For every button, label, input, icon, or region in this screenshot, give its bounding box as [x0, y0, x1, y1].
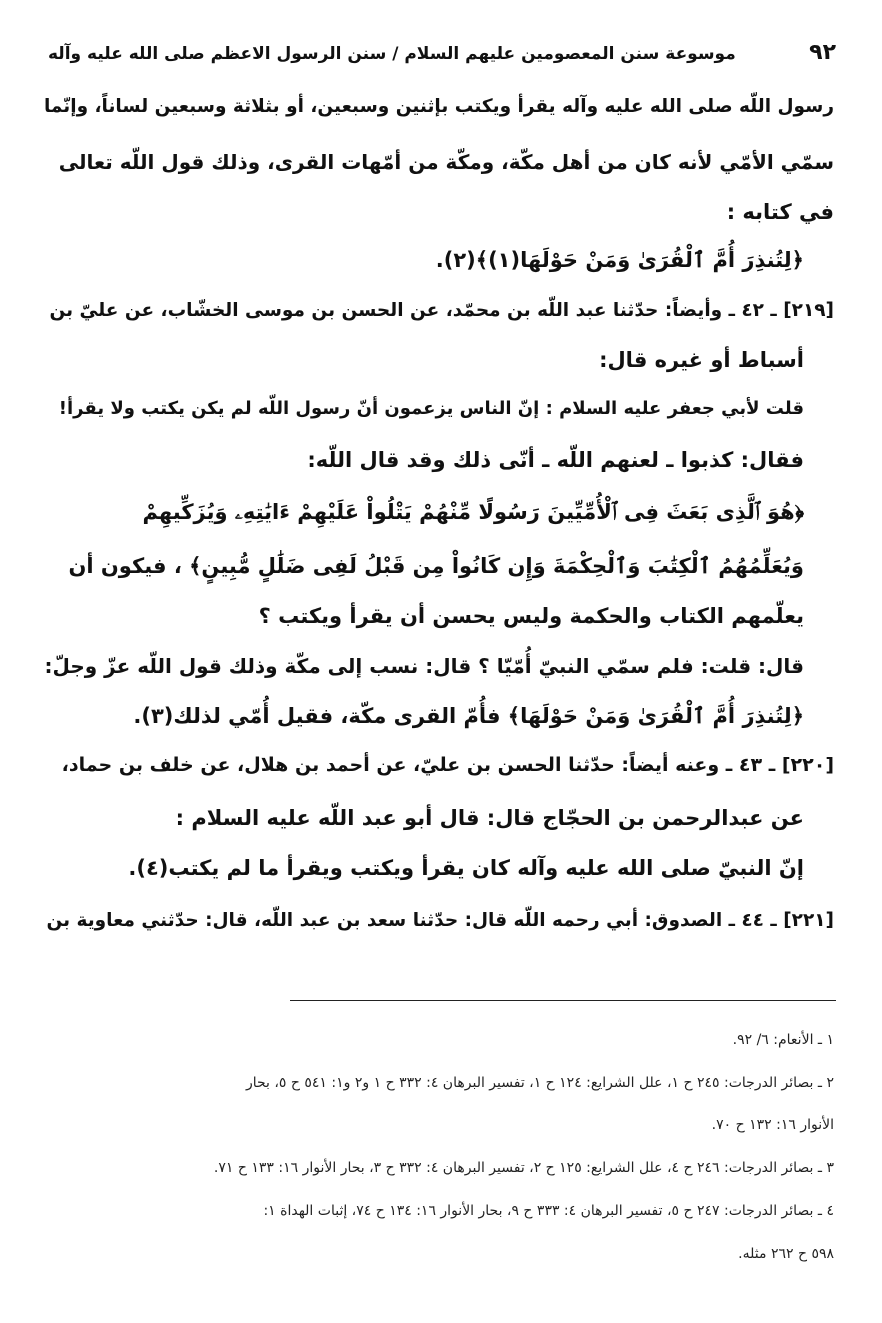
footnote-continuation: الأنوار ١٦: ١٣٢ ح ٧٠. [711, 1117, 834, 1133]
text-line: قلت لأبي جعفر عليه السلام : إنّ الناس يزعمون أنّ رسول اللّه لم يكن يكتب ولا يقرأ! [58, 398, 804, 419]
quran-verse: ﴿لِتُنذِرَ أُمَّ ٱلْقُرَىٰ وَمَنْ حَوْلَهَا(١)﴾(٢). [435, 248, 804, 272]
footnote: ٤ ـ بصائر الدرجات: ٢٤٧ ح ٥، تفسير البرهان ٤: ٣٣٣ ح ٩، بحار الأنوار ١٦: ١٣٤ ح ٧٤، إثبات الهداة ١: [263, 1203, 834, 1219]
running-title: موسوعة سنن المعصومين عليهم السلام / سنن الرسول الاعظم صلى الله عليه وآله [48, 44, 736, 64]
footnote: ١ ـ الأنعام: ٦/ ٩٢. [732, 1032, 834, 1048]
text-line: عن عبدالرحمن بن الحجّاج قال: قال أبو عبد اللّه عليه السلام : [175, 806, 804, 830]
quran-verse: ﴿هُوَ ٱلَّذِى بَعَثَ فِى ٱلْأُمِّيِّينَ رَسُولًا مِّنْهُمْ يَتْلُواْ عَلَيْهِمْ ءَايَٰتِهِۦ وَيُزَكِّيهِمْ [142, 500, 804, 524]
hadith-line: [٢١٩] ـ ٤٢ ـ وأيضاً: حدّثنا عبد اللّه بن محمّد، عن الحسن بن موسى الخشّاب، عن عليّ بن [49, 300, 834, 321]
text-line: قال: قلت: فلم سمّي النبيّ أُمّيّا ؟ قال: نسب إلى مكّة وذلك قول اللّه عزّ وجلّ: [44, 654, 804, 678]
footnote-continuation: ٥٩٨ ح ٢٦٢ مثله. [738, 1246, 834, 1262]
footnote-separator [290, 1000, 836, 1001]
text-line: يعلّمهم الكتاب والحكمة وليس يحسن أن يقرأ ويكتب ؟ [258, 604, 804, 628]
footnote: ٢ ـ بصائر الدرجات: ٢٤٥ ح ١، علل الشرايع: ١٢٤ ح ١، تفسير البرهان ٤: ٣٣٢ ح ١ و٢ و١: ٥٤١ ح ٥، بحار [245, 1075, 834, 1091]
text-line: سمّي الأمّي لأنه كان من أهل مكّة، ومكّة من أمّهات القرى، وذلك قول اللّه تعالى [58, 150, 834, 174]
text-line: فقال: كذبوا ـ لعنهم اللّه ـ أنّى ذلك وقد قال اللّه: [307, 448, 804, 472]
text-line: في كتابه : [726, 200, 834, 224]
page-header [48, 36, 836, 76]
text-line: أسباط أو غيره قال: [599, 348, 804, 372]
text-line: إنّ النبيّ صلى الله عليه وآله كان يقرأ ويكتب ويقرأ ما لم يكتب(٤). [128, 856, 804, 880]
hadith-line: [٢٢١] ـ ٤٤ ـ الصدوق: أبي رحمه اللّه قال: حدّثنا سعد بن عبد اللّه، قال: حدّثني معاوية بن [46, 910, 834, 931]
quran-verse: ﴿لِتُنذِرَ أُمَّ ٱلْقُرَىٰ وَمَنْ حَوْلَهَا﴾ فأُمّ القرى مكّة، فقيل أُمّي لذلك(٣). [133, 704, 804, 728]
text-line: رسول اللّه صلى الله عليه وآله يقرأ ويكتب بإثنين وسبعين، أو بثلاثة وسبعين لساناً، وإنّما [43, 96, 834, 117]
quran-verse: وَيُعَلِّمُهُمُ ٱلْكِتَٰبَ وَٱلْحِكْمَةَ وَإِن كَانُواْ مِن قَبْلُ لَفِى ضَلَٰلٍ مُّبِينٍ﴾ ، فيكون أن [68, 554, 804, 578]
page-number: ٩٢ [809, 40, 836, 65]
footnote: ٣ ـ بصائر الدرجات: ٢٤٦ ح ٤، علل الشرايع: ١٢٥ ح ٢، تفسير البرهان ٤: ٣٣٢ ح ٣، بحار الأنوار ١٦: ١٣٣ ح ٧١. [213, 1160, 834, 1176]
hadith-line: [٢٢٠] ـ ٤٣ ـ وعنه أيضاً: حدّثنا الحسن بن عليّ، عن أحمد بن هلال، عن خلف بن حماد، [61, 754, 834, 776]
